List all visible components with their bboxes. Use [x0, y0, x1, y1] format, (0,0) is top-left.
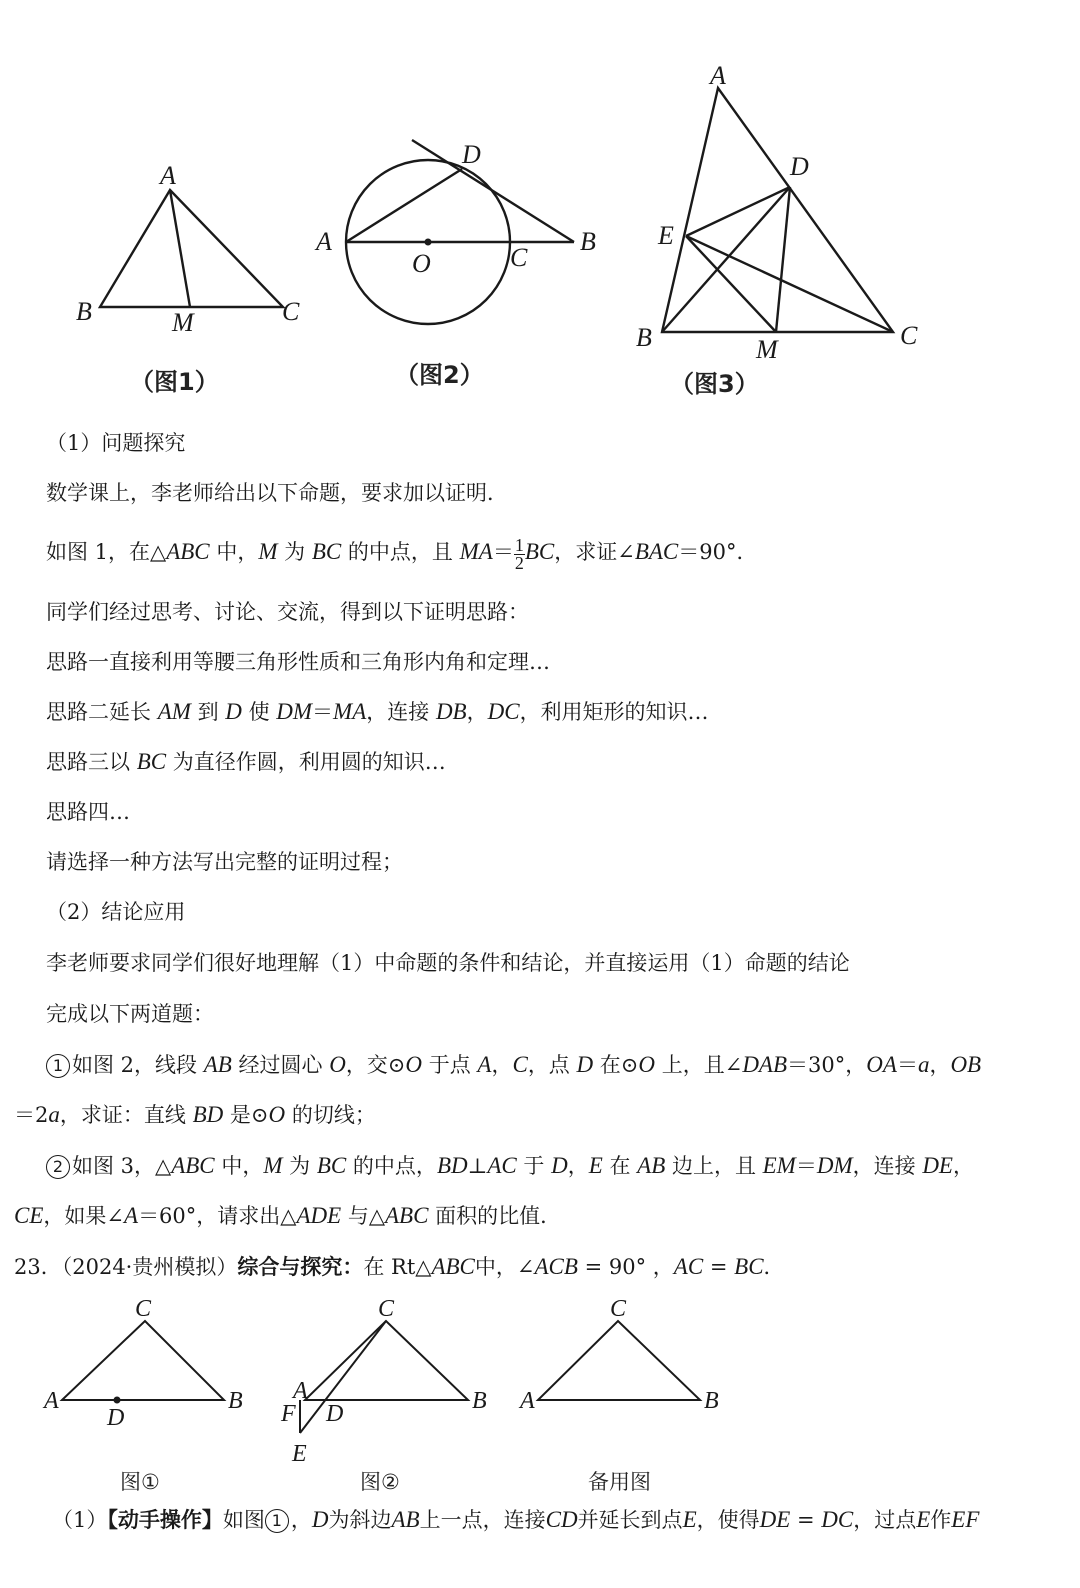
idea-4: 思路四… — [46, 800, 130, 824]
p23-fig1-label-b: B — [228, 1388, 243, 1414]
p23-text: ． — [763, 1255, 785, 1279]
var-bc: BC — [734, 1254, 764, 1279]
p23-text: 为斜边 — [328, 1508, 392, 1532]
var-de: DE — [922, 1153, 953, 1178]
fig3-label-m: M — [756, 335, 778, 364]
var-d: D — [225, 699, 242, 724]
fig3-triangle-abc — [662, 88, 893, 332]
p23-fig3-triangle — [538, 1321, 700, 1400]
q2-text: 中， — [214, 1154, 264, 1178]
var-d: D — [551, 1153, 568, 1178]
q2-text: ，如果∠ — [43, 1204, 124, 1228]
q2-text: 与△ — [341, 1204, 385, 1228]
p23-text: 如图 — [222, 1508, 265, 1532]
var-ab: AB — [203, 1052, 232, 1077]
fig2-label-d: D — [462, 140, 481, 169]
p23-text: 中，∠ — [474, 1255, 535, 1279]
q1-text: 的切线； — [285, 1103, 376, 1127]
p23-fig1-point-d — [114, 1397, 121, 1404]
var-m: M — [263, 1153, 283, 1178]
var-dc: DC — [487, 699, 520, 724]
p23-fig2-triangle — [305, 1321, 468, 1400]
part1-heading: （1）问题探究 — [46, 431, 186, 455]
idea2-text: ，连接 — [366, 700, 436, 724]
q1-text: ＝30°， — [787, 1053, 867, 1077]
p23-fig1-triangle — [62, 1321, 224, 1400]
q2-text: 在 — [602, 1154, 638, 1178]
q1-text: 上，且∠ — [655, 1053, 743, 1077]
var-o: O — [405, 1052, 423, 1077]
fig1-triangle-abc — [100, 190, 283, 307]
fig2-label-c: C — [510, 243, 528, 272]
var-cd: CD — [545, 1507, 578, 1532]
q2-text: ， — [952, 1154, 974, 1178]
p23-tag: 【动手操作】 — [107, 1507, 223, 1532]
stmt-text: 中， — [209, 540, 259, 564]
p23-part-number: （1） — [52, 1508, 108, 1532]
p23-fig2-label-d: D — [326, 1401, 344, 1427]
q1-text: ，交⊙ — [345, 1053, 406, 1077]
fig2-chord-ad — [346, 169, 462, 242]
p23-fig1-label-c: C — [135, 1296, 152, 1322]
q2-text: 如图 3，△ — [72, 1154, 172, 1178]
q1-text: ＝ — [896, 1053, 918, 1077]
equals: ＝ — [312, 700, 334, 724]
p23-text: = — [703, 1255, 735, 1279]
var-ma: MA — [459, 539, 493, 564]
var-e: E — [588, 1153, 603, 1178]
problem-23-stem — [14, 1252, 1060, 1282]
fraction-denominator: 2 — [514, 553, 524, 573]
q2-text: 的中点， — [346, 1154, 437, 1178]
q1-text: 于点 — [422, 1053, 478, 1077]
fig1-label-b: B — [76, 297, 92, 326]
p23-fig2-label-f: F — [281, 1401, 296, 1427]
part23-1-line — [52, 1505, 1060, 1535]
circled-number-1: 1 — [46, 1054, 70, 1078]
p23-text: ，使得 — [696, 1508, 760, 1532]
q2-text: 为 — [282, 1154, 317, 1178]
var-a: a — [917, 1052, 930, 1077]
idea3-text: 思路三以 — [46, 750, 137, 774]
p23-fig2-label-c: C — [378, 1296, 395, 1322]
q1-text: 如图 2，线段 — [72, 1053, 204, 1077]
idea2-text: ， — [466, 700, 488, 724]
idea3-text: 为直径作圆，利用圆的知识… — [166, 750, 446, 774]
problem-title: 综合与探究： — [237, 1254, 364, 1279]
part2-line2: 完成以下两道题： — [46, 1002, 214, 1026]
q1-text: 是⊙ — [223, 1103, 269, 1127]
var-bd: BD — [436, 1153, 468, 1178]
fig2-label-b: B — [580, 227, 596, 256]
q2-text: ， — [567, 1154, 589, 1178]
fig3-segment-dm — [776, 187, 790, 332]
var-e: E — [682, 1507, 697, 1532]
circled-number-1: 1 — [265, 1509, 289, 1533]
idea2-text: 到 — [190, 700, 226, 724]
var-m: M — [258, 539, 278, 564]
fig3-label-b: B — [636, 323, 652, 352]
p23-fig3-label-c: C — [610, 1296, 627, 1322]
question-1 — [46, 1050, 1060, 1080]
var-ade: ADE — [296, 1203, 342, 1228]
var-bac: BAC — [634, 539, 679, 564]
stmt-text: 如图 1，在△ — [46, 540, 167, 564]
var-c-point: C — [512, 1052, 528, 1077]
fig3-label-a: A — [710, 61, 726, 90]
fig2-label-o: O — [412, 249, 431, 278]
stmt-text: 为 — [277, 540, 312, 564]
var-bc: BC — [524, 539, 555, 564]
stmt-text: ，求证∠ — [554, 540, 635, 564]
var-oa: OA — [866, 1052, 897, 1077]
var-em: EM — [762, 1153, 796, 1178]
p23-fig3-label-a: A — [520, 1388, 535, 1414]
problem-23-figures — [0, 1290, 1080, 1510]
q1-text: ＝2 — [14, 1103, 49, 1127]
var-ac: AC — [487, 1153, 517, 1178]
var-bc: BC — [311, 539, 342, 564]
var-abc: ABC — [166, 539, 210, 564]
q2-text: ＝60°，请求出△ — [138, 1204, 297, 1228]
p23-fig2-label-e: E — [292, 1441, 307, 1467]
q1-text: ，点 — [527, 1053, 577, 1077]
var-am: AM — [157, 699, 191, 724]
question-2 — [46, 1151, 1060, 1181]
p23-text: ， — [290, 1508, 312, 1532]
p23-fig3-caption: 备用图 — [588, 1470, 651, 1494]
q2-text: 面积的比值． — [428, 1204, 562, 1228]
var-e: E — [916, 1507, 931, 1532]
fig3-segment-em — [686, 236, 776, 332]
p23-fig3-label-b: B — [704, 1388, 719, 1414]
p23-fig2-caption: 图② — [360, 1470, 400, 1494]
fraction-half — [514, 537, 525, 572]
p23-text: 并延长到点 — [577, 1508, 683, 1532]
var-acb: ACB — [534, 1254, 578, 1279]
idea-1: 思路一直接利用等腰三角形性质和三角形内角和定理… — [46, 650, 550, 674]
circled-number-2: 2 — [46, 1155, 70, 1179]
fig3-label-c: C — [900, 321, 918, 350]
p23-fig1-label-a: A — [44, 1388, 59, 1414]
var-dab: DAB — [742, 1052, 788, 1077]
var-dc: DC — [821, 1507, 854, 1532]
fig2-label-a: A — [316, 227, 332, 256]
p23-text: = 90° ， — [577, 1255, 674, 1279]
problem-number: 23． — [14, 1255, 62, 1279]
var-o: O — [638, 1052, 656, 1077]
q2-text: ，连接 — [852, 1154, 923, 1178]
q2-text: 边上，且 — [665, 1154, 763, 1178]
q1-text: ， — [929, 1053, 951, 1077]
fig1-label-a: A — [160, 161, 176, 190]
fig2-caption: （图2） — [395, 361, 484, 389]
part1-intro: 数学课上，李老师给出以下命题，要求加以证明． — [46, 481, 508, 505]
var-ma: MA — [333, 699, 367, 724]
fig3-altitude-bd — [662, 187, 790, 332]
var-bc: BC — [136, 749, 167, 774]
fig3-label-d: D — [790, 152, 809, 181]
part2-line1: 李老师要求同学们很好地理解（1）中命题的条件和结论，并直接运用（1）命题的结论 — [46, 951, 850, 975]
p23-fig1-label-d: D — [107, 1405, 125, 1431]
q2-text: ⊥ — [467, 1154, 488, 1178]
fig1-label-c: C — [282, 297, 300, 326]
stmt-text: 的中点，且 — [341, 540, 460, 564]
var-o: O — [329, 1052, 346, 1077]
fig1-label-m: M — [172, 308, 194, 337]
fig3-segment-ec — [686, 236, 893, 332]
var-dm: DM — [816, 1153, 853, 1178]
equals: ＝ — [492, 540, 514, 564]
p23-fig1-caption: 图① — [120, 1470, 160, 1494]
question-1-cont — [14, 1100, 1060, 1130]
var-dm: DM — [276, 699, 313, 724]
p23-fig2-label-a: A — [293, 1378, 308, 1404]
fig3-caption: （图3） — [670, 370, 759, 398]
part2-heading: （2）结论应用 — [46, 900, 186, 924]
var-bc: BC — [316, 1153, 347, 1178]
q1-text: 在⊙ — [593, 1053, 639, 1077]
var-abc: ABC — [384, 1203, 429, 1228]
var-ce: CE — [14, 1203, 44, 1228]
p23-text: ，过点 — [853, 1508, 917, 1532]
var-d-point: D — [576, 1052, 594, 1077]
part1-statement — [46, 537, 1060, 572]
var-ob: OB — [950, 1052, 982, 1077]
part1-ask: 请选择一种方法写出完整的证明过程； — [46, 850, 403, 874]
var-a-point: A — [477, 1052, 492, 1077]
q1-text: ， — [491, 1053, 513, 1077]
var-ab: AB — [391, 1507, 420, 1532]
fig1-caption: （图1） — [130, 368, 219, 396]
q1-text: 经过圆心 — [231, 1053, 330, 1077]
var-abc: ABC — [431, 1254, 475, 1279]
idea2-text: 使 — [241, 700, 277, 724]
problem-source: （2024·贵州模拟） — [61, 1255, 238, 1279]
fraction-numerator: 1 — [514, 535, 524, 555]
var-abc: ABC — [171, 1153, 215, 1178]
idea-3 — [46, 747, 1060, 777]
var-ef: EF — [951, 1507, 980, 1532]
stmt-text: ＝90°． — [678, 540, 758, 564]
figure-1-triangle — [0, 0, 1080, 420]
var-db: DB — [435, 699, 467, 724]
p23-text: 上一点，连接 — [419, 1508, 546, 1532]
p23-fig2-label-b: B — [472, 1388, 487, 1414]
var-d: D — [311, 1507, 329, 1532]
var-a: a — [48, 1102, 60, 1127]
q2-text: ＝ — [795, 1154, 817, 1178]
p23-text: 在 Rt△ — [363, 1255, 432, 1279]
q1-text: ，求证：直线 — [59, 1103, 193, 1127]
p23-text: = — [790, 1508, 822, 1532]
var-o: O — [268, 1102, 286, 1127]
fig2-tangent-bd — [412, 140, 574, 242]
var-ab: AB — [637, 1153, 666, 1178]
fig2-center-dot — [425, 239, 432, 246]
q2-text: 于 — [516, 1154, 552, 1178]
idea2-text: 思路二延长 — [46, 700, 158, 724]
var-a: A — [124, 1203, 139, 1228]
idea2-text: ，利用矩形的知识… — [519, 700, 709, 724]
fig3-label-e: E — [658, 221, 674, 250]
var-ac: AC — [673, 1254, 704, 1279]
part1-discuss: 同学们经过思考、讨论、交流，得到以下证明思路： — [46, 600, 529, 624]
question-2-cont — [14, 1201, 1060, 1231]
var-de: DE — [759, 1507, 791, 1532]
p23-text: 作 — [930, 1508, 952, 1532]
idea-2 — [46, 697, 1060, 727]
fig3-segment-ed — [686, 187, 790, 236]
var-bd: BD — [192, 1102, 224, 1127]
